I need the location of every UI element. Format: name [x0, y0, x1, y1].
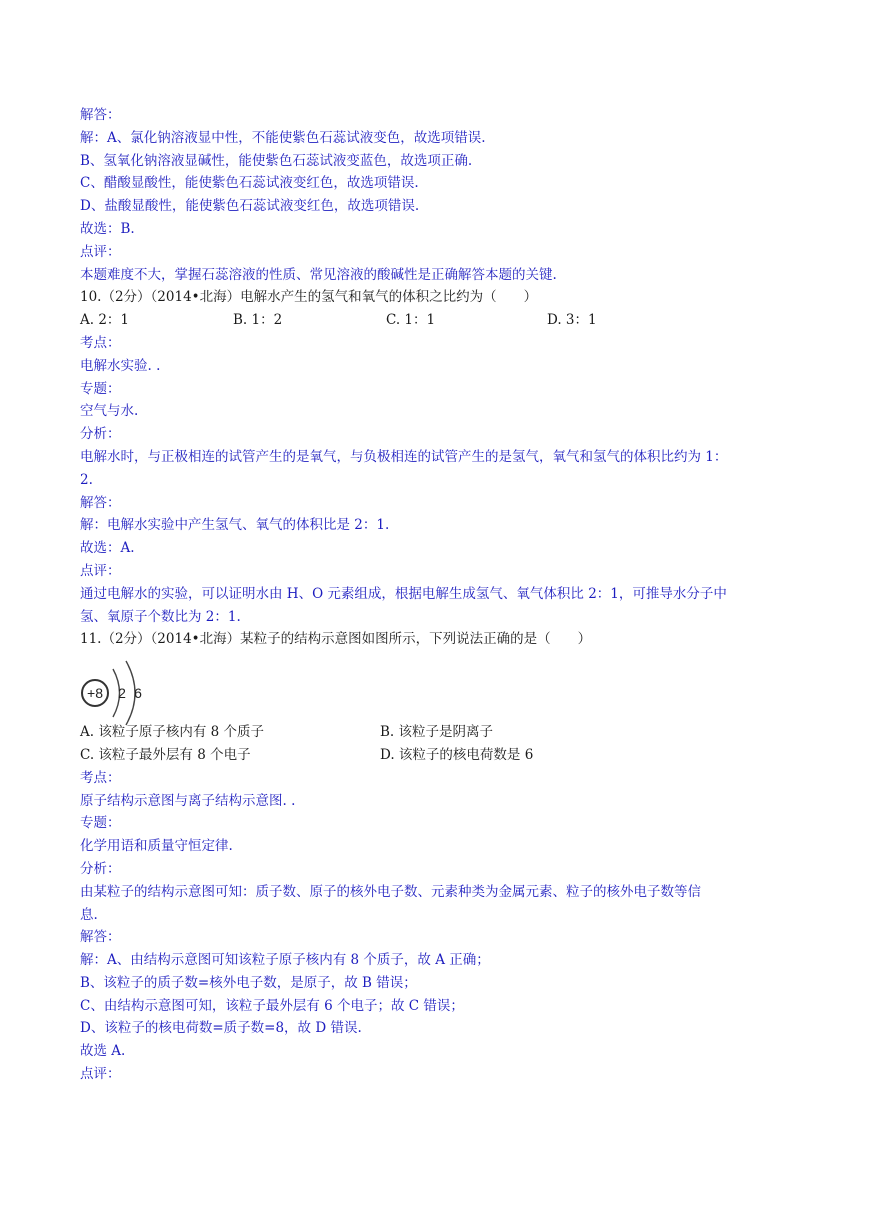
q11-answer-line: C、由结构示意图可知，该粒子最外层有 6 个电子；故 C 错误； [80, 997, 464, 1014]
q10-answer-line: 解：电解水实验中产生氢气、氧气的体积比是 2：1. [80, 517, 390, 534]
q10-kaodian: 电解水实验. . [80, 357, 161, 374]
q11-answer-label: 解答： [80, 929, 121, 946]
q11-question: 11.（2分）（2014•北海）某粒子的结构示意图如图所示，下列说法正确的是（ ） [80, 631, 592, 648]
q10-answer-label: 解答： [80, 494, 121, 511]
nucleus-charge: +8 [87, 685, 103, 702]
q9-answer-line: 解：A、氯化钠溶液显中性，不能使紫色石蕊试液变色，故选项错误. [80, 129, 486, 146]
q11-zhuanti-label: 专题： [80, 815, 121, 832]
q9-comment-label: 点评： [80, 243, 121, 260]
q11-option-d: D. 该粒子的核电荷数是 6 [380, 746, 534, 763]
q11-option-b: B. 该粒子是阴离子 [380, 724, 494, 741]
q10-fenxi-line: 2. [80, 471, 93, 488]
q10-question: 10.（2分）（2014•北海）电解水产生的氢气和氧气的体积之比约为（ ） [80, 289, 538, 306]
q10-option-d: D. 3：1 [547, 312, 597, 329]
q10-option-c: C. 1：1 [386, 312, 436, 329]
q11-fenxi-label: 分析： [80, 860, 121, 877]
q11-answer-line: 故选 A. [80, 1043, 126, 1060]
q10-fenxi-line: 电解水时，与正极相连的试管产生的是氧气，与负极相连的试管产生的是氢气，氧气和氢气的体积比约为 1： [80, 448, 728, 465]
q11-kaodian: 原子结构示意图与离子结构示意图. . [80, 792, 296, 809]
q10-answer-line: 故选：A. [80, 540, 135, 557]
document-page [80, 104, 800, 1086]
q10-option-a: A. 2：1 [80, 312, 130, 329]
atomic-structure-svg [80, 651, 190, 733]
q11-options-row-2 [80, 744, 800, 767]
q10-option-b: B. 1：2 [233, 312, 283, 329]
q10-comment-line: 氢、氧原子个数比为 2：1. [80, 608, 241, 625]
q10-zhuanti: 空气与水. [80, 403, 139, 420]
q9-answer-label: 解答： [80, 107, 121, 123]
q11-fenxi-line: 由某粒子的结构示意图可知：质子数、原子的核外电子数、元素种类为金属元素、粒子的核外电子数等信 [80, 883, 701, 900]
q11-kaodian-label: 考点： [80, 769, 121, 786]
shell-2-electrons: 6 [134, 685, 142, 702]
q10-comment-line: 通过电解水的实验，可以证明水由 H、O 元素组成，根据电解生成氢气、氧气体积比 2：1，可推导水分子中 [80, 585, 727, 602]
q11-fenxi-line: 息. [80, 906, 98, 923]
q10-kaodian-label: 考点： [80, 334, 121, 351]
q9-answer-line: C、醋酸显酸性，能使紫色石蕊试液变红色，故选项错误. [80, 175, 419, 192]
q9-answer-line: D、盐酸显酸性，能使紫色石蕊试液变红色，故选项错误. [80, 198, 420, 215]
atomic-structure-diagram [80, 651, 800, 721]
q10-zhuanti-label: 专题： [80, 380, 121, 397]
q11-answer-line: B、该粒子的质子数=核外电子数，是原子，故 B 错误； [80, 974, 417, 991]
q9-answer-line: 故选：B. [80, 220, 135, 237]
q10-fenxi-label: 分析： [80, 426, 121, 443]
q10-options [80, 309, 800, 332]
q10-comment-label: 点评： [80, 562, 121, 579]
q11-answer-line: D、该粒子的核电荷数=质子数=8，故 D 错误. [80, 1020, 362, 1037]
q11-option-a: A. 该粒子原子核内有 8 个质子 [80, 724, 265, 741]
q11-zhuanti: 化学用语和质量守恒定律. [80, 838, 233, 855]
q9-answer-line: B、氢氧化钠溶液显碱性，能使紫色石蕊试液变蓝色，故选项正确. [80, 152, 473, 169]
q11-option-c: C. 该粒子最外层有 8 个电子 [80, 746, 251, 763]
q9-comment: 本题难度不大，掌握石蕊溶液的性质、常见溶液的酸碱性是正确解答本题的关键. [80, 266, 557, 283]
q11-answer-line: 解：A、由结构示意图可知该粒子原子核内有 8 个质子，故 A 正确； [80, 952, 490, 969]
q11-comment-label: 点评： [80, 1066, 121, 1083]
shell-1-electrons: 2 [118, 685, 126, 702]
